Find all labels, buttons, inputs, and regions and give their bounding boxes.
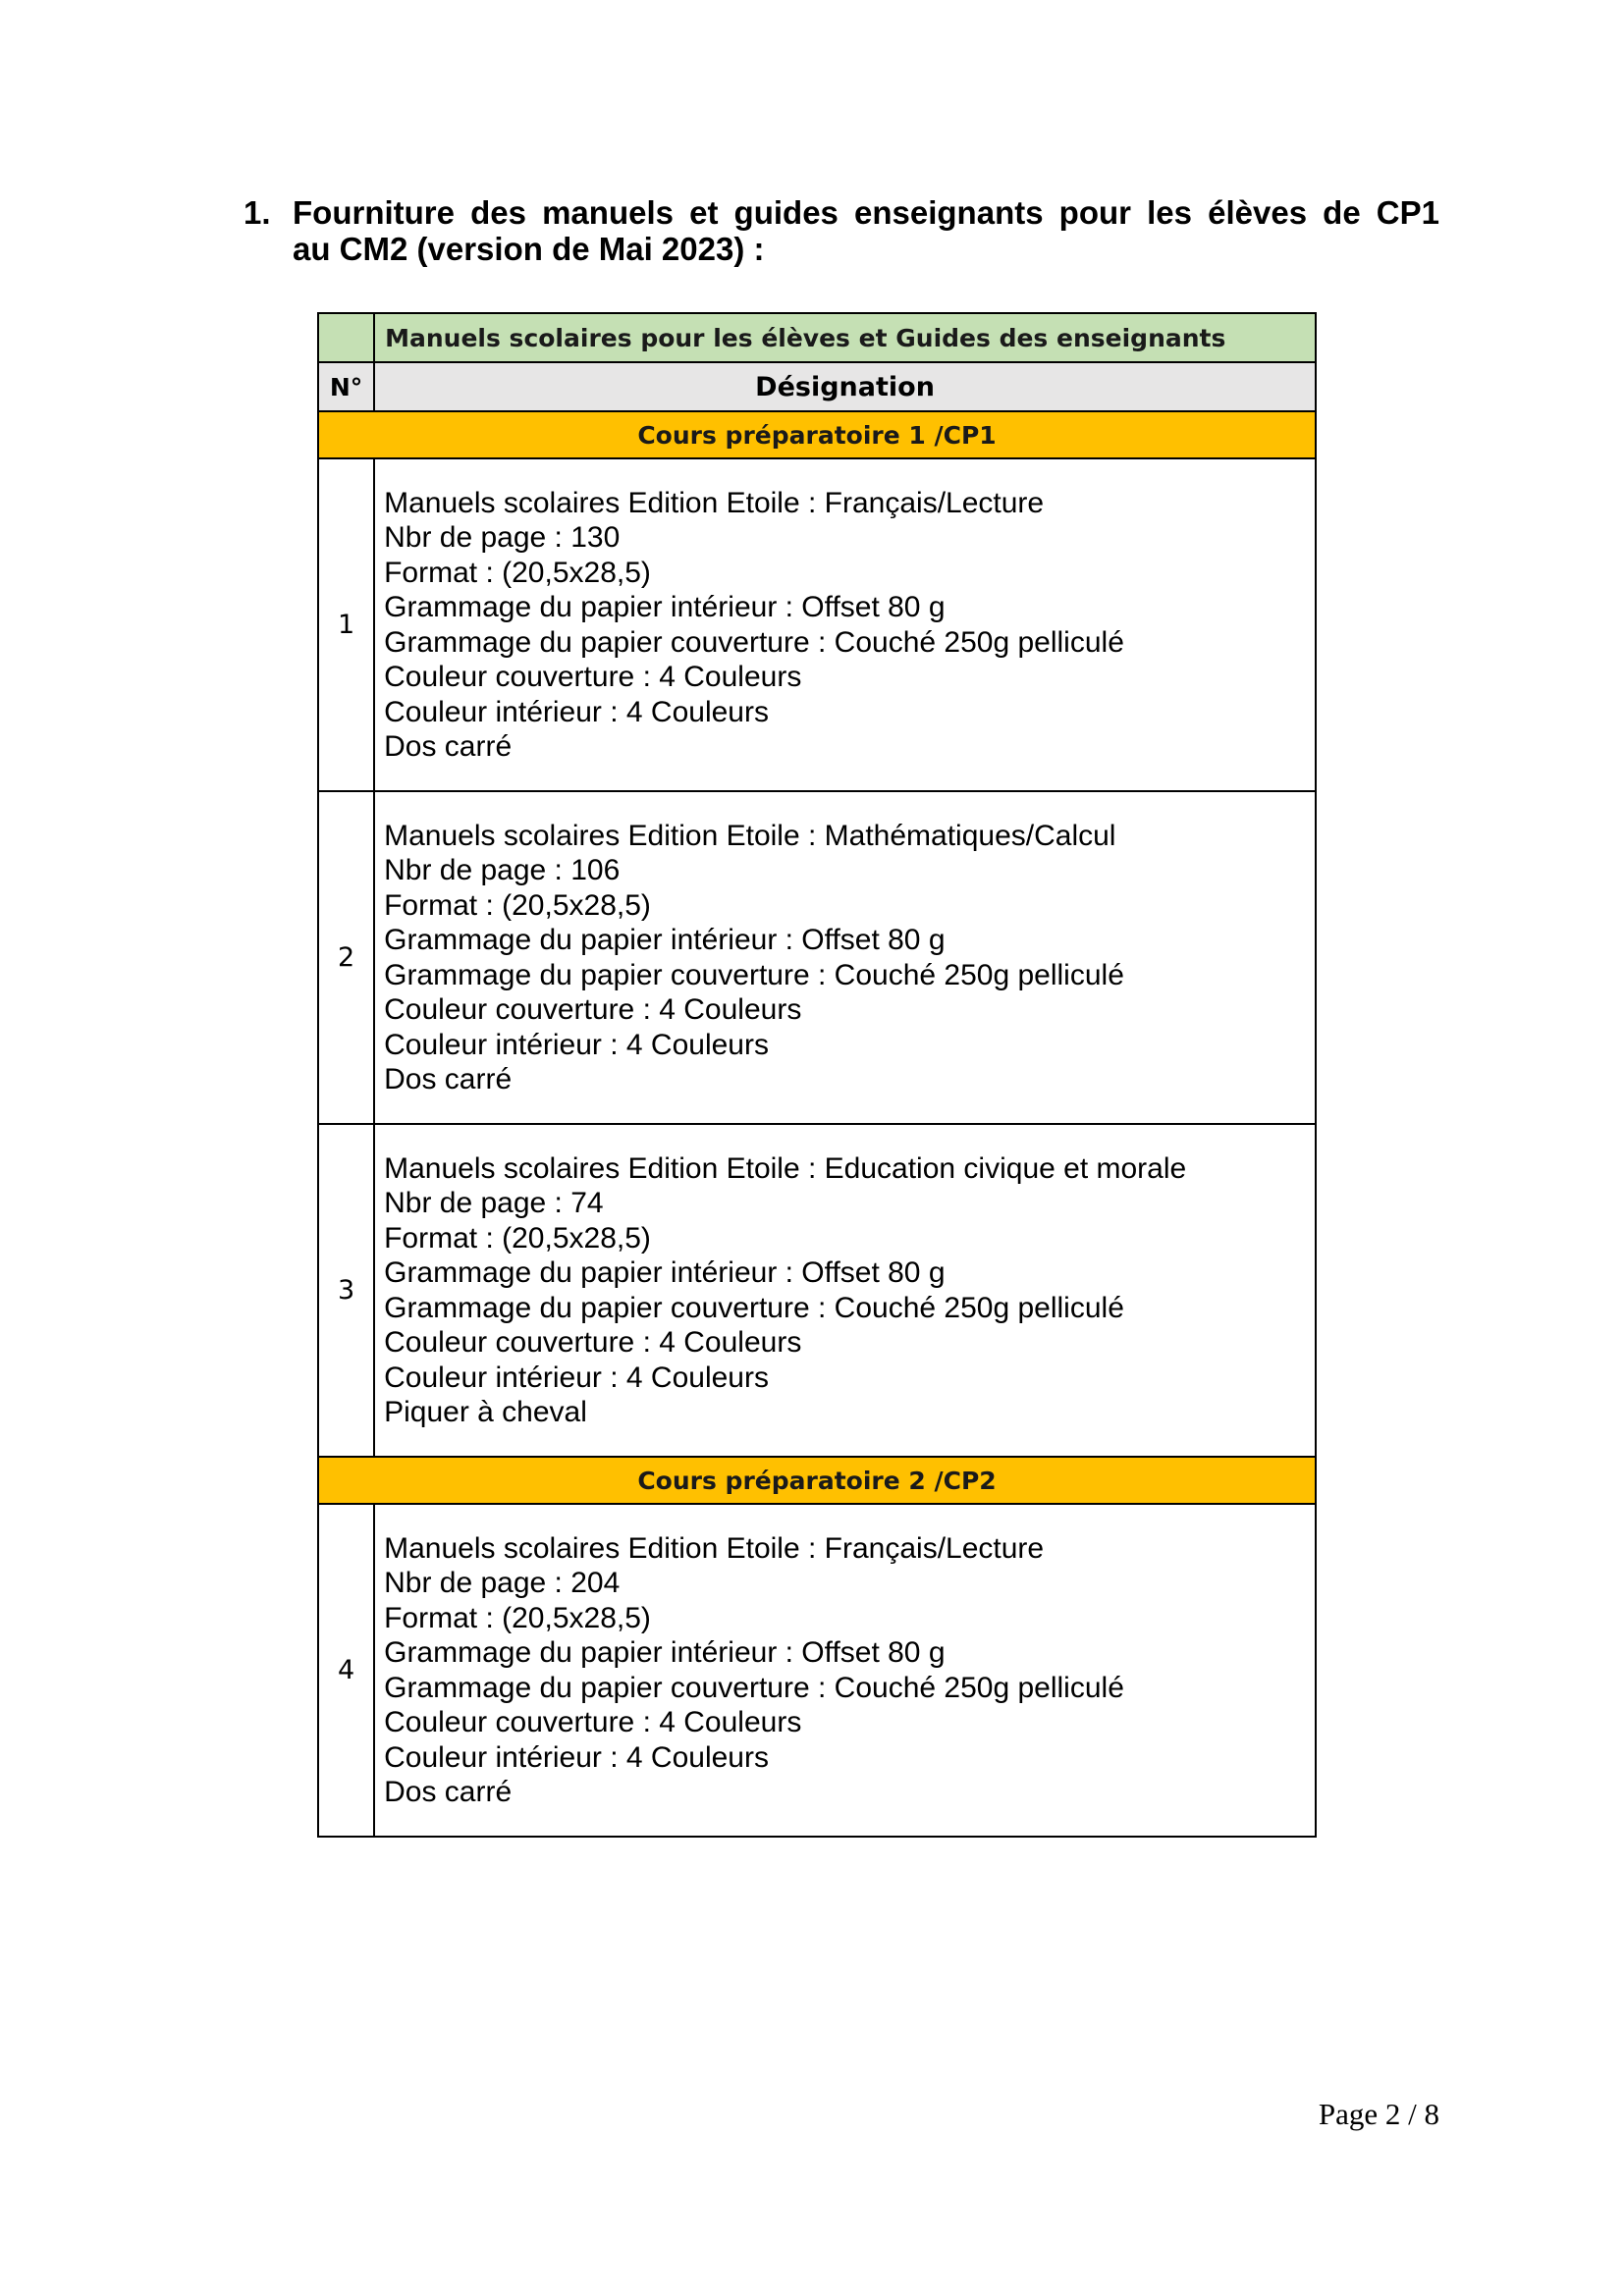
section-row [318,1457,1316,1504]
designation-line: Manuels scolaires Edition Etoile : Mathématiques/Calcul [384,819,1116,852]
designation-line: Grammage du papier couverture : Couché 250g pelliculé [384,1291,1124,1324]
designation-line: Couleur couverture : 4 Couleurs [384,1326,802,1359]
designation-line: Nbr de page : 204 [384,1567,621,1599]
designation-line: Grammage du papier couverture : Couché 250g pelliculé [384,958,1124,991]
item-number: 4 [318,1504,374,1837]
designation-line: Nbr de page : 106 [384,854,621,886]
designation-line: Grammage du papier couverture : Couché 250g pelliculé [384,1671,1124,1704]
supply-table [317,312,1317,1838]
designation-line: Grammage du papier intérieur : Offset 80 g [384,1636,946,1669]
table-title-row [318,313,1316,362]
designation-line: Manuels scolaires Edition Etoile : Education civique et morale [384,1151,1187,1185]
designation-line: Couleur intérieur : 4 Couleurs [384,1028,769,1061]
designation-line: Piquer à cheval [384,1396,587,1428]
table-row [318,791,1316,1124]
table-title: Manuels scolaires pour les élèves et Guides des enseignants [374,313,1316,362]
designation-line: Grammage du papier intérieur : Offset 80 g [384,591,946,623]
heading-number: 1. [244,194,271,231]
table-header-row [318,362,1316,411]
designation-line: Couleur couverture : 4 Couleurs [384,1706,802,1738]
designation-line: Couleur couverture : 4 Couleurs [384,993,802,1026]
designation-line: Dos carré [384,1063,513,1095]
heading-text [293,194,1439,267]
page-number: Page 2 / 8 [1318,2097,1439,2131]
designation-line: Dos carré [384,730,513,763]
designation-line: Couleur couverture : 4 Couleurs [384,661,802,693]
designation-line: Grammage du papier intérieur : Offset 80 g [384,1256,946,1289]
supply-table-body [318,313,1316,1837]
designation-line: Manuels scolaires Edition Etoile : Français/Lecture [384,486,1045,519]
section-row [318,411,1316,458]
designation-line: Grammage du papier couverture : Couché 250g pelliculé [384,625,1124,659]
designation-line: Grammage du papier intérieur : Offset 80 g [384,924,946,956]
item-designation [374,1504,1316,1837]
designation-line: Couleur intérieur : 4 Couleurs [384,695,769,728]
designation-line: Nbr de page : 74 [384,1187,604,1219]
designation-line: Couleur intérieur : 4 Couleurs [384,1740,769,1774]
section-label: Cours préparatoire 1 /CP1 [318,411,1316,458]
designation-line: Nbr de page : 130 [384,521,621,554]
section-heading [244,194,1439,267]
designation-line: Format : (20,5x28,5) [384,888,651,922]
heading-line-1: Fourniture des manuels et guides enseignants pour les élèves de CP1 [293,194,1439,231]
heading-line-2: au CM2 (version de Mai 2023) : [293,231,765,267]
section-label: Cours préparatoire 2 /CP2 [318,1457,1316,1504]
table-row [318,1504,1316,1837]
designation-line: Couleur intérieur : 4 Couleurs [384,1361,769,1394]
designation-line: Format : (20,5x28,5) [384,556,651,589]
item-designation [374,1124,1316,1457]
designation-line: Dos carré [384,1776,513,1808]
designation-line: Manuels scolaires Edition Etoile : Français/Lecture [384,1531,1045,1565]
designation-line: Format : (20,5x28,5) [384,1221,651,1255]
item-designation [374,458,1316,791]
item-number: 1 [318,458,374,791]
column-header-number: N° [318,362,374,411]
designation-line: Format : (20,5x28,5) [384,1601,651,1634]
item-designation [374,791,1316,1124]
table-row [318,1124,1316,1457]
item-number: 3 [318,1124,374,1457]
table-title-empty-cell [318,313,374,362]
item-number: 2 [318,791,374,1124]
column-header-designation: Désignation [374,362,1316,411]
table-row [318,458,1316,791]
